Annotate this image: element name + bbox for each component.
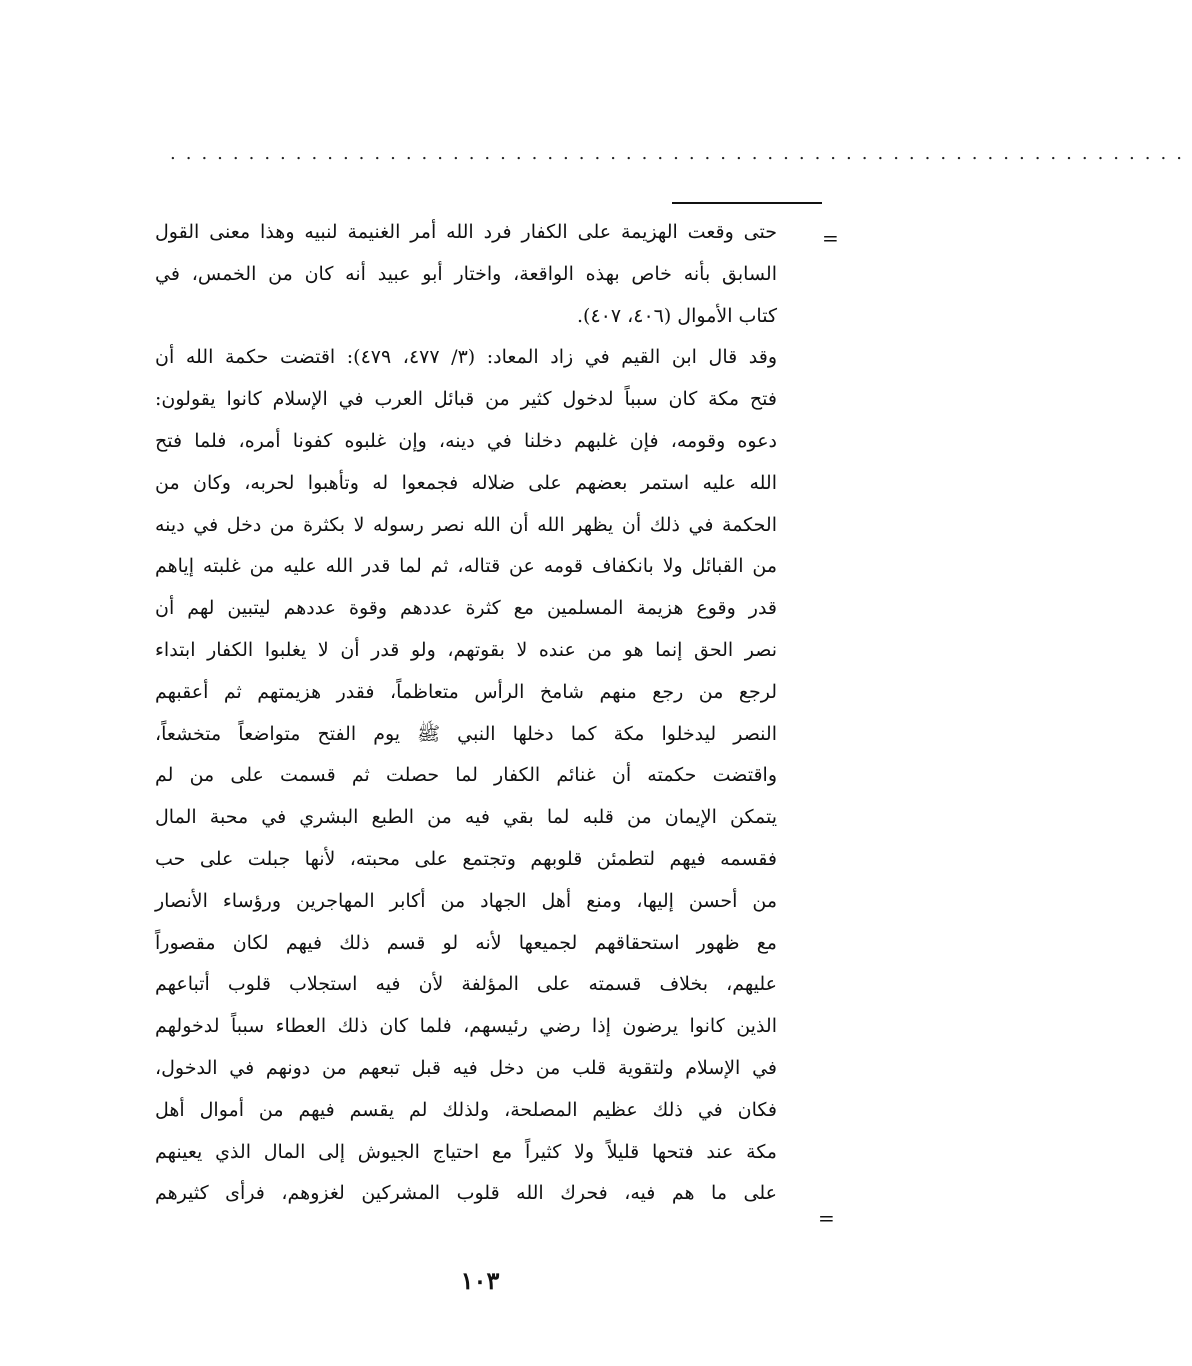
text-line: مكة عند فتحها قليلاً ولا كثيراً مع احتياج الجيوش إلى المال الذي يعينهم [155,1140,777,1163]
text-line: الذين كانوا يرضون إذا رضي رئيسهم، فلما كان ذلك العطاء سبباً لدخولهم [155,1015,777,1038]
text-line: قدر وقوع هزيمة المسلمين مع كثرة عددهم وقوة عددهم ليتبين لهم أن [155,597,777,620]
text-line: النصر ليدخلوا مكة كما دخلها النبي ﷺ يوم الفتح متواضعاً متخشعاً، [155,722,777,745]
text-line: السابق بأنه خاص بهذه الواقعة، واختار أبو عبيد أنه كان من الخمس، في [155,262,777,285]
text-line: على ما هم فيه، فحرك الله قلوب المشركين لغزوهم، فرأى كثيرهم [155,1182,777,1205]
page-number: ١٠٣ [460,1266,500,1295]
text-line: كتاب الأموال (٤٠٦، ٤٠٧). [576,304,777,327]
text-line: نصر الحق إنما هو من عنده لا بقوتهم، ولو قدر أن لا يغلبوا الكفار ابتداء [155,638,777,661]
footnote-separator-rule [672,202,822,204]
text-line: في الإسلام ولتقوية قلب من دخل فيه قبل تبعهم من دونهم في الدخول، [155,1056,777,1079]
text-line: حتى وقعت الهزيمة على الكفار فرد الله أمر الغنيمة لنبيه وهذا معنى القول [155,221,777,243]
text-line: واقتضت حكمته أن غنائم الكفار لما حصلت ثم قسمت على من لم [155,764,777,787]
text-line: الحكمة في ذلك أن يظهر الله أن الله نصر رسوله لا بكثرة من دخل في دينه [155,513,777,536]
footnote-text [155,212,777,1215]
text-line: الله عليه استمر بعضهم على ضلاله فجمعوا له وتأهبوا لحربه، وكان من [155,471,777,494]
text-line: وقد قال ابن القيم في زاد المعاد: (٣/ ٤٧٧، ٤٧٩): اقتضت حكمة الله أن [155,346,778,369]
text-line: فقسمه فيهم لتطمئن قلوبهم وتجتمع على محبته، لأنها جبلت على حب [155,847,777,870]
continuation-marker-top: = [822,226,839,250]
continuation-marker-bottom: = [818,1206,835,1230]
header-dotted-divider: ................................................................. [170,143,1192,164]
text-line: لرجع من رجع منهم شامخ الرأس متعاظماً، فقدر هزيمتهم ثم أعقبهم [155,680,777,703]
text-line: يتمكن الإيمان من قلبه لما بقي فيه من الطبع البشري في محبة المال [155,806,777,829]
text-line: فتح مكة كان سبباً لدخول كثير من قبائل العرب في الإسلام كانوا يقولون: [155,388,777,411]
text-line: من القبائل ولا بانكفاف قومه عن قتاله، ثم لما قدر الله عليه من غلبته إياهم [155,555,777,578]
text-line: فكان في ذلك عظيم المصلحة، ولذلك لم يقسم فيهم من أموال أهل [155,1098,777,1121]
text-line: مع ظهور استحقاقهم لجميعها لأنه لو قسم ذلك فيهم لكان مقصوراً [155,931,777,954]
text-line: من أحسن إليها، ومنع أهل الجهاد من أكابر المهاجرين ورؤساء الأنصار [155,889,777,912]
text-line: دعوه وقومه، فإن غلبهم دخلنا في دينه، وإن غلبوه كفونا أمره، فلما فتح [155,429,777,452]
text-line: عليهم، بخلاف قسمته على المؤلفة لأن فيه استجلاب قلوب أتباعهم [155,973,777,996]
